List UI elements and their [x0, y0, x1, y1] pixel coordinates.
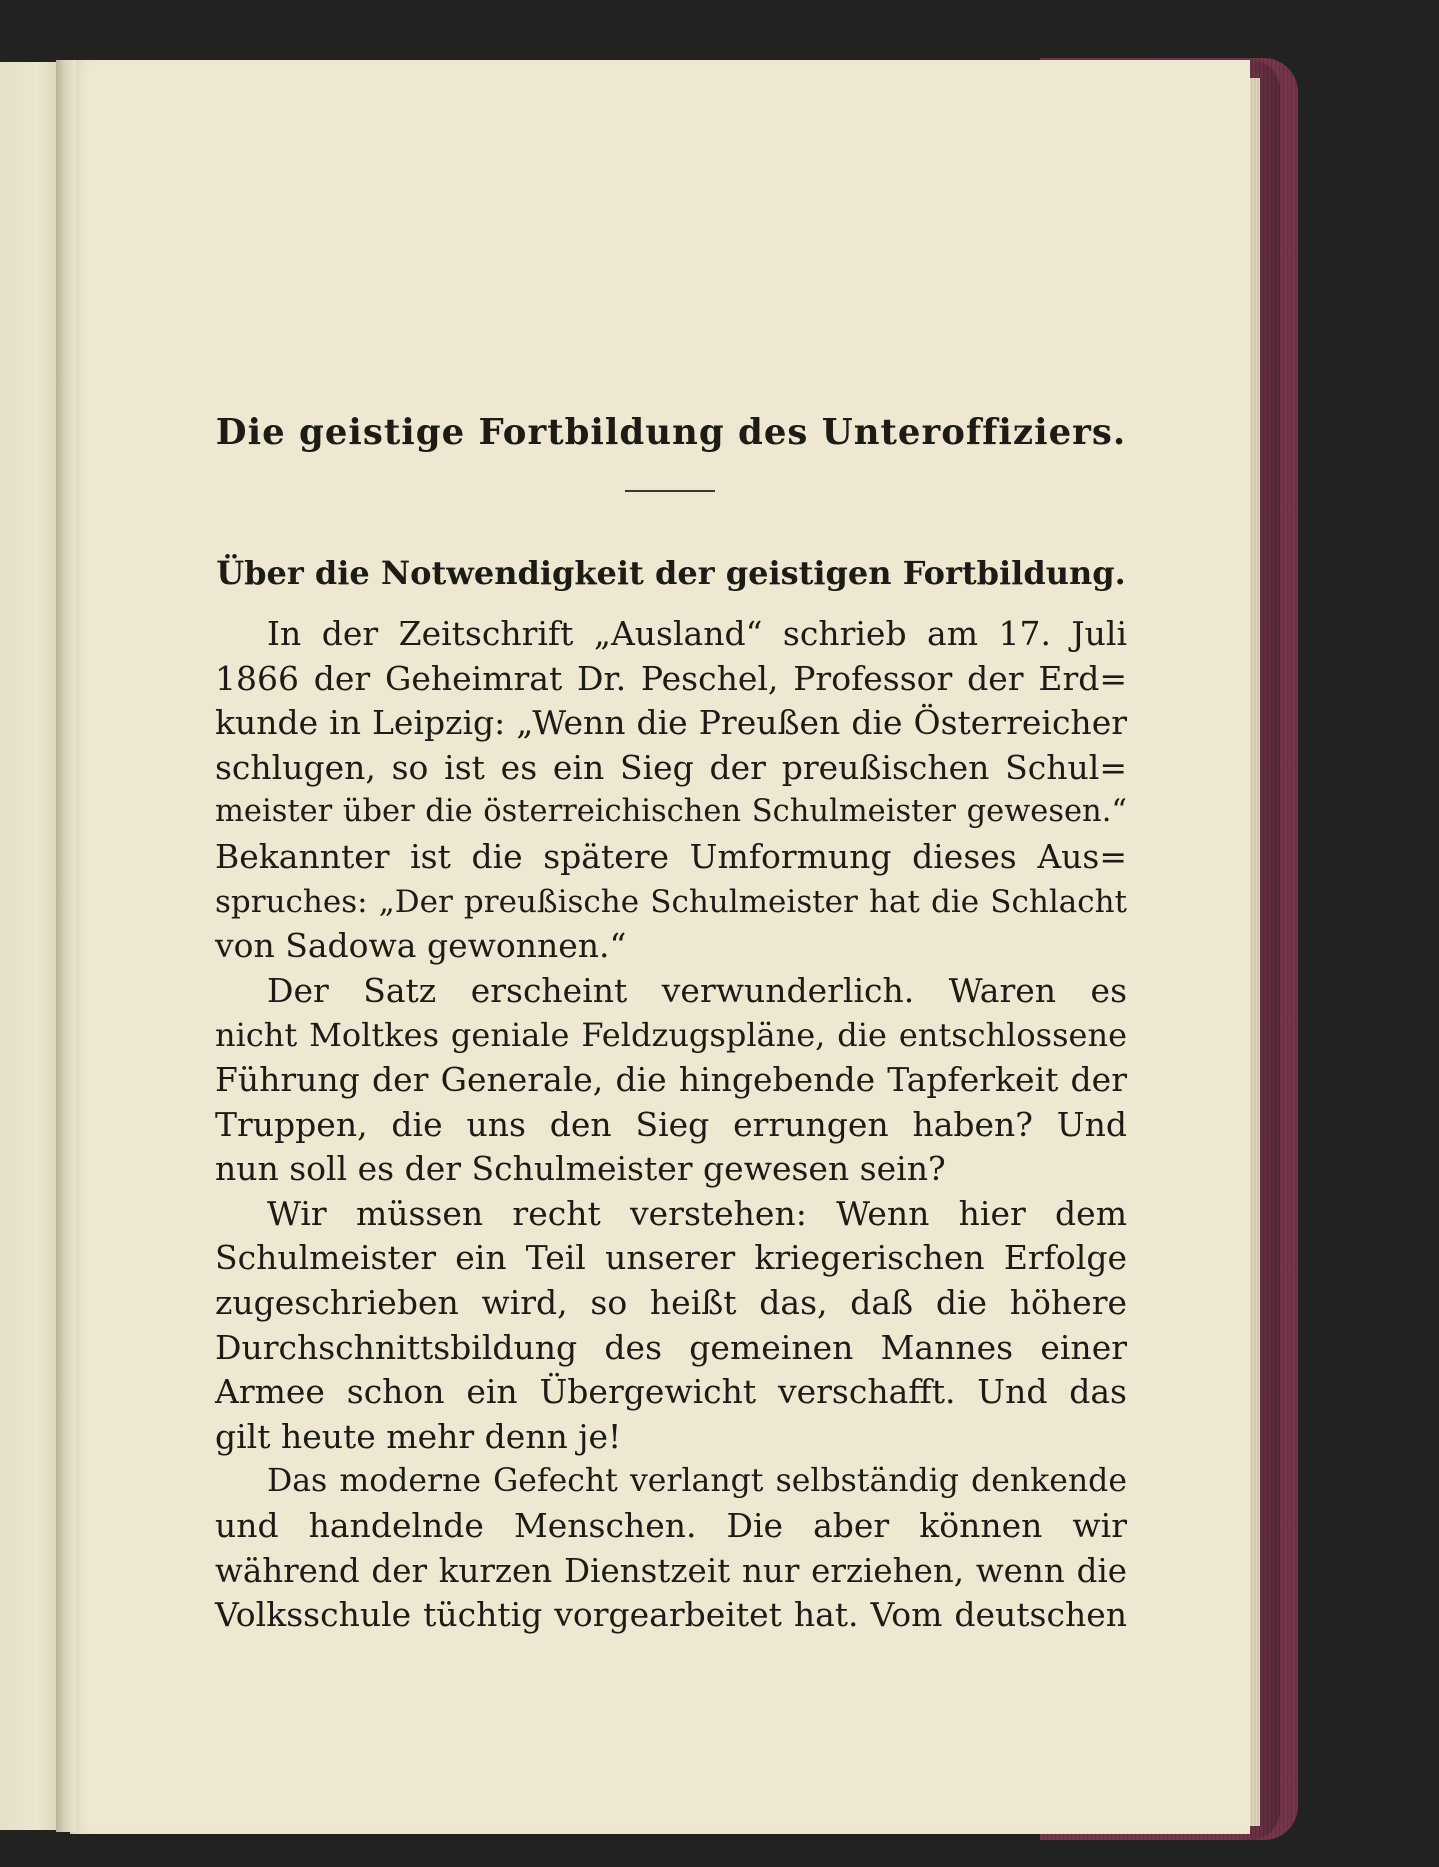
text-line: kunde in Leipzig: „Wenn die Preußen die Österreicher — [215, 703, 1127, 743]
chapter-title: Die geistige Fortbildung des Unteroffiziers. — [215, 412, 1127, 453]
text-line: Volksschule tüchtig vorgearbeitet hat. Vom deutschen — [215, 1595, 1127, 1635]
text-line: In der Zeitschrift „Ausland“ schrieb am 17. Juli — [267, 614, 1127, 653]
text-line: Der Satz erscheint verwunderlich. Waren es — [267, 970, 1127, 1010]
left-page-edge — [0, 62, 62, 1830]
text-line: zugeschrieben wird, so heißt das, daß die höhere — [215, 1283, 1127, 1322]
text-line: und handelnde Menschen. Die aber können wir — [215, 1506, 1127, 1545]
text-line: nicht Moltkes geniale Feldzugspläne, die entschlossene — [215, 1016, 1127, 1055]
title-divider — [625, 490, 715, 492]
section-heading: Über die Notwendigkeit der geistigen Fortbildung. — [216, 554, 1126, 592]
text-line: Bekannter ist die spätere Umformung dieses Aus= — [215, 837, 1127, 876]
text-line: gilt heute mehr denn je! — [215, 1416, 622, 1456]
text-line: Truppen, die uns den Sieg errungen haben? Und — [215, 1104, 1127, 1144]
text-line: schlugen, so ist es ein Sieg der preußischen Schul= — [215, 747, 1127, 787]
book-page — [70, 60, 1250, 1834]
text-line: Wir müssen recht verstehen: Wenn hier dem — [267, 1193, 1127, 1233]
text-line: meister über die österreichischen Schulmeister gewesen.“ — [215, 794, 1127, 830]
text-line: Schulmeister ein Teil unserer kriegerischen Erfolge — [215, 1238, 1127, 1278]
text-line: Das moderne Gefecht verlangt selbständig denkende — [267, 1463, 1127, 1500]
text-line: Durchschnittsbildung des gemeinen Mannes einer — [215, 1327, 1127, 1367]
text-line: Führung der Generale, die hingebende Tapferkeit der — [215, 1060, 1127, 1099]
text-line: von Sadowa gewonnen.“ — [215, 926, 627, 966]
text-line: nun soll es der Schulmeister gewesen sein? — [215, 1149, 946, 1189]
text-line: Armee schon ein Übergewicht verschafft. Und das — [215, 1372, 1127, 1412]
text-line: 1866 der Geheimrat Dr. Peschel, Professor der Erd= — [215, 658, 1127, 698]
text-line: während der kurzen Dienstzeit nur erziehen, wenn die — [215, 1551, 1127, 1590]
page-gutter — [56, 60, 76, 1832]
text-line: spruches: „Der preußische Schulmeister hat die Schlacht — [215, 883, 1127, 920]
